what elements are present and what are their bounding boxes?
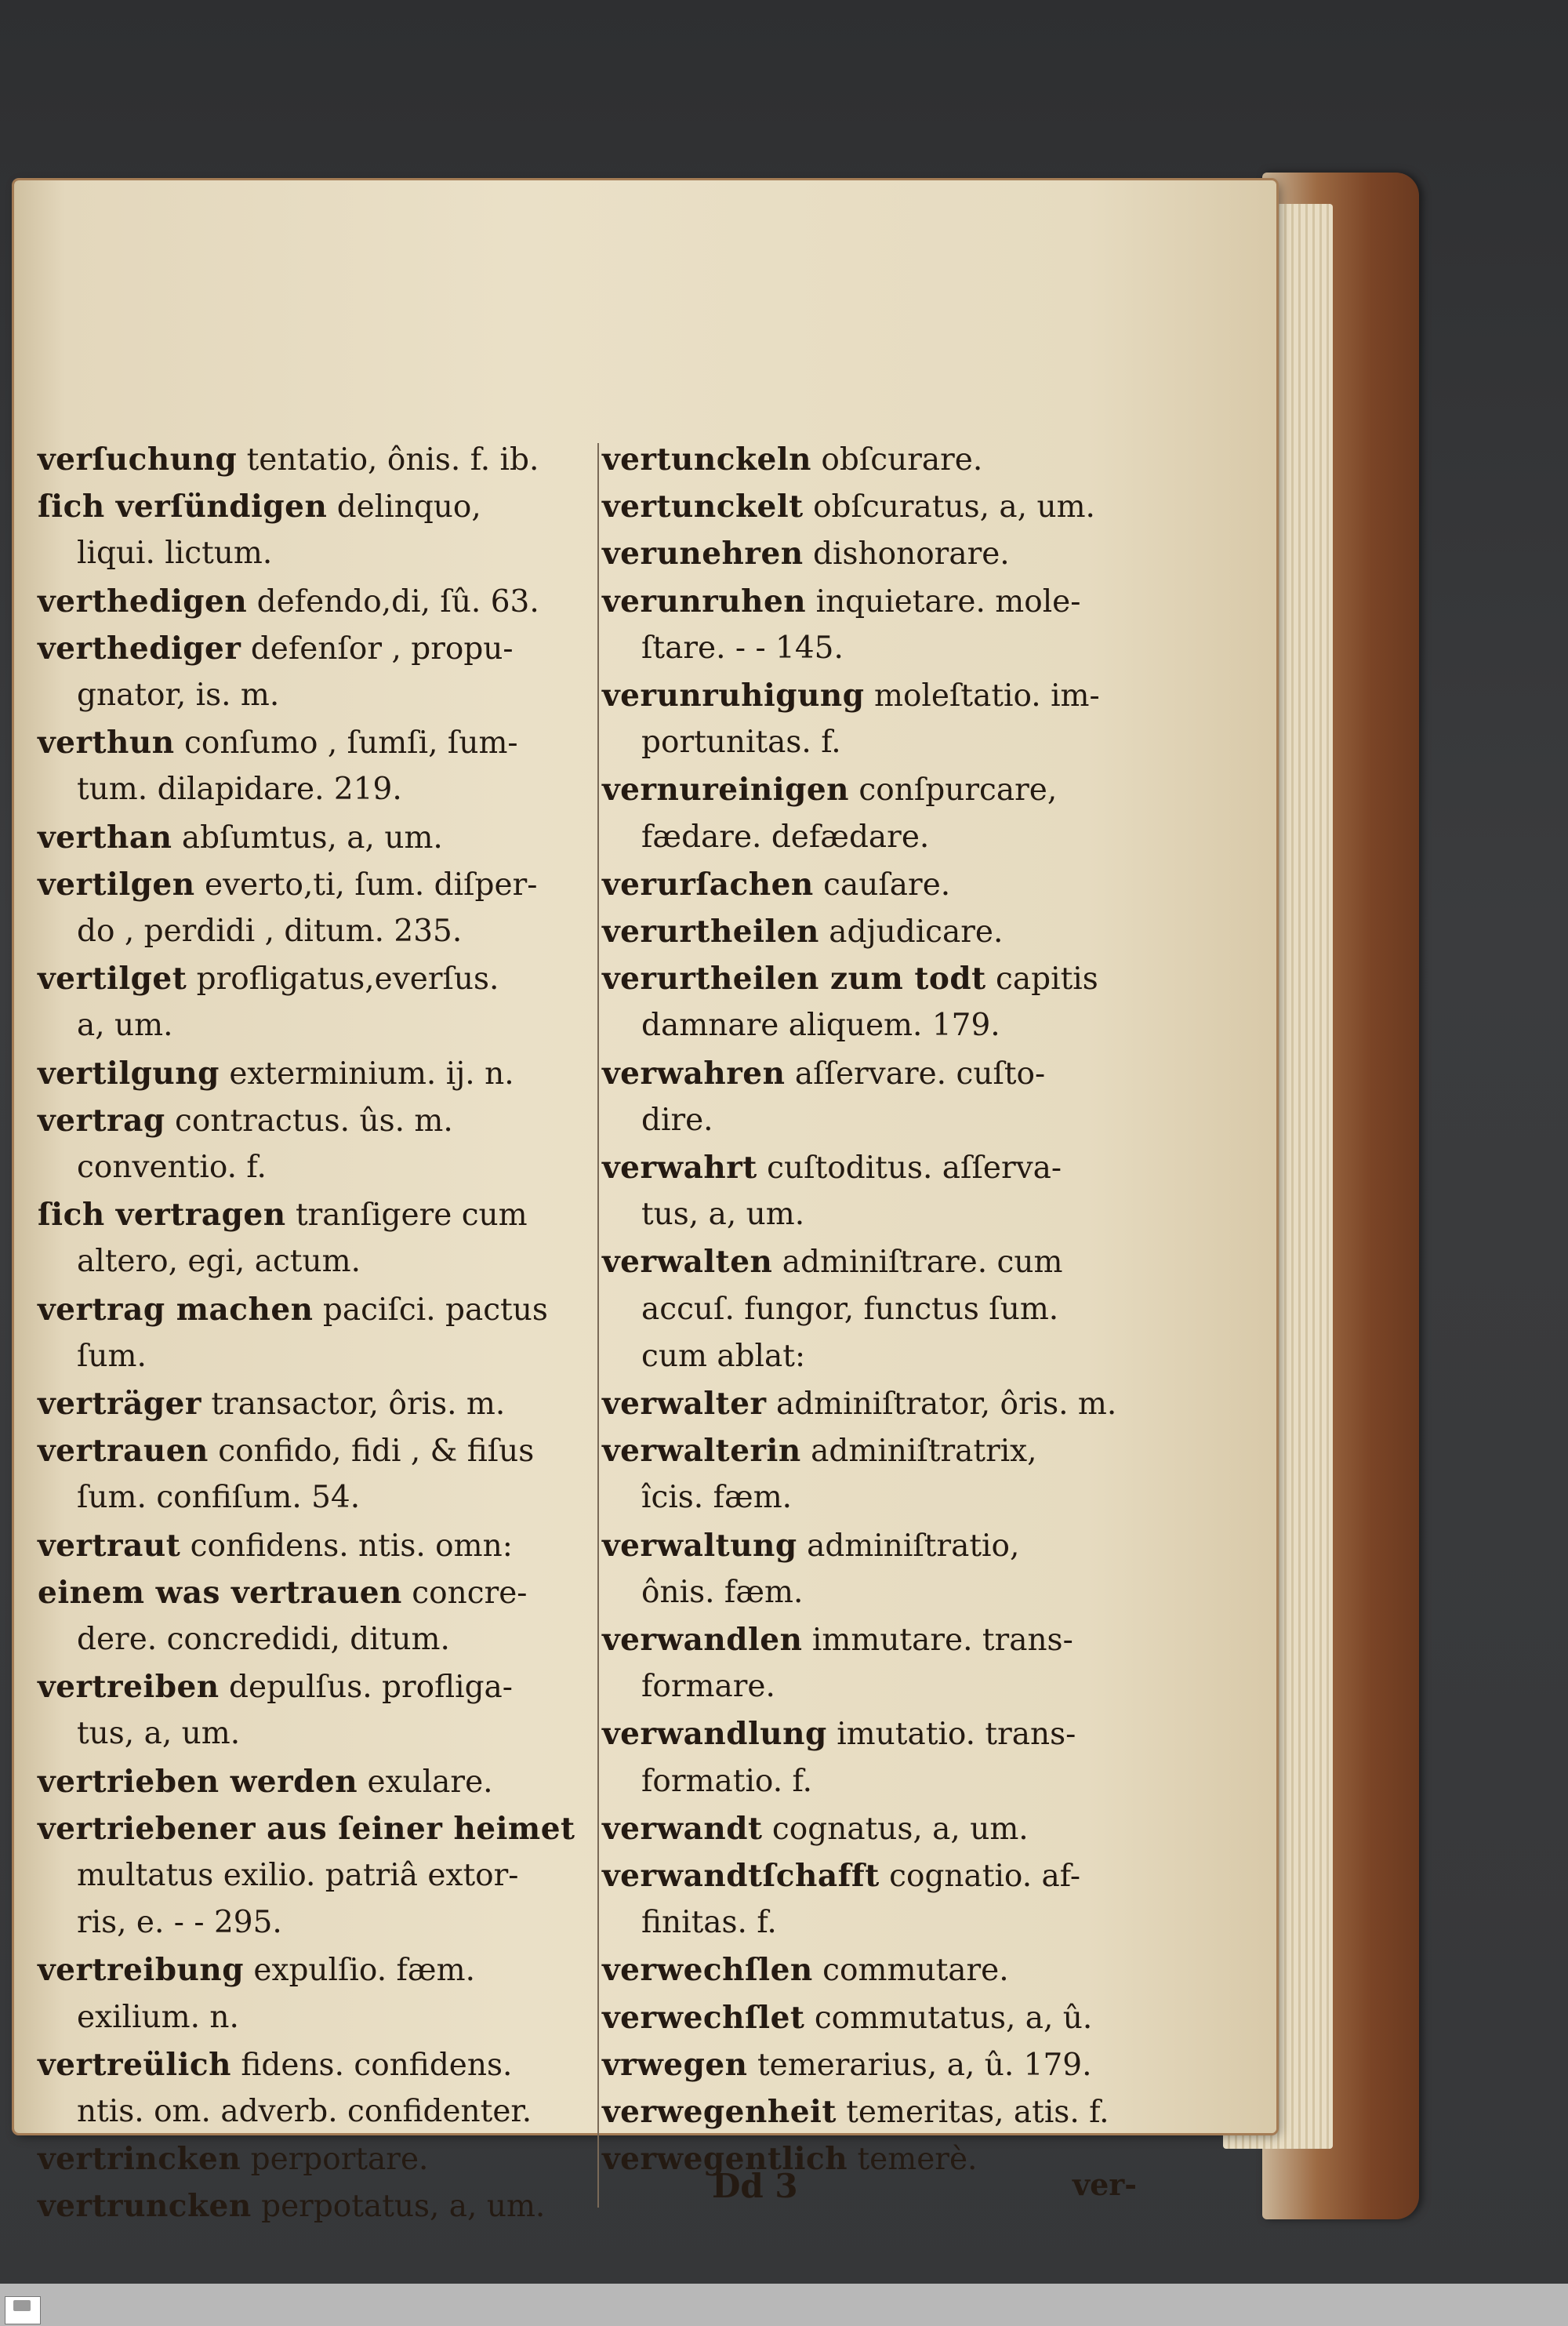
entry-line	[77, 769, 402, 810]
entry-headword: vertilget	[38, 961, 187, 998]
entry-line	[602, 533, 1010, 575]
entry-line	[641, 1761, 812, 1802]
entry-translation: transactor, ôris. m.	[201, 1387, 506, 1422]
entry-headword: verunruhen	[602, 583, 807, 620]
entry-translation: ſum. confiſum. 54.	[77, 1480, 361, 1516]
entry-translation: defenſor , propu-	[241, 631, 514, 667]
entry-headword: verwahren	[602, 1055, 786, 1092]
entry-line	[602, 1383, 1116, 1425]
entry-translation: depulſus. profliga-	[219, 1670, 513, 1706]
entry-line	[641, 628, 844, 669]
entry-headword: verwandtſchafft	[602, 1858, 880, 1894]
entry-headword: vertruncken	[38, 2188, 252, 2225]
entry-line	[38, 486, 481, 528]
entry-line	[602, 1997, 1092, 2039]
entry-line	[602, 675, 1100, 717]
entry-translation: damnare aliquem. 179.	[641, 1008, 1000, 1044]
entry-line	[641, 722, 841, 763]
entry-translation: paciſci. pactus	[313, 1292, 548, 1328]
entry-line	[38, 1053, 514, 1095]
entry-translation: cognatus, a, um.	[762, 1811, 1029, 1847]
entry-line	[602, 1430, 1037, 1472]
entry-line	[641, 1666, 775, 1707]
entry-translation: fædare. defædare.	[641, 819, 930, 855]
entry-translation: temerè.	[848, 2142, 978, 2178]
signature-mark: Dd 3	[712, 2167, 798, 2205]
entry-line	[77, 1147, 267, 1188]
entry-translation: îcis. fæm.	[641, 1480, 793, 1516]
viewer-footer-bar	[0, 2284, 1568, 2326]
entry-translation: commutare.	[812, 1953, 1009, 1989]
entry-translation: gnator, is. m.	[77, 678, 280, 713]
entry-headword: vertilgen	[38, 866, 195, 903]
entry-line	[38, 1194, 528, 1236]
entry-headword: verwalterin	[602, 1433, 801, 1470]
entry-translation: tranſigere cum	[285, 1198, 528, 1234]
entry-translation: altero, egi, actum.	[77, 1244, 361, 1280]
entry-translation: commutatus, a, û.	[804, 2000, 1093, 2036]
entry-headword: verwegenheit	[602, 2094, 837, 2130]
entry-translation: concre-	[401, 1575, 528, 1611]
entry-line	[602, 2092, 1109, 2133]
entry-headword: verwandlung	[602, 1716, 827, 1753]
entry-translation: exilium. n.	[77, 1999, 239, 2035]
entry-translation: conſumo , ſumſi, ſum-	[174, 725, 518, 761]
entry-translation: ntis. om. adverb. confidenter.	[77, 2094, 532, 2129]
entry-line	[602, 2044, 1092, 2086]
entry-line	[77, 533, 272, 574]
entry-headword: verwegentlich	[602, 2141, 848, 2178]
entry-translation: dishonorare.	[803, 536, 1010, 572]
entry-line	[77, 1477, 360, 1518]
entry-translation: formare.	[641, 1669, 775, 1705]
entry-translation: profligatus,everſus.	[187, 961, 499, 998]
entry-headword: vertrag	[38, 1102, 165, 1139]
entry-line	[38, 722, 518, 764]
entry-translation: temeritas, atis. f.	[836, 2095, 1109, 2130]
entry-translation: tus, a, um.	[641, 1197, 805, 1233]
entry-translation: portunitas. f.	[641, 725, 841, 761]
entry-headword: verſuchung	[38, 442, 238, 478]
entry-translation: ônis. fæm.	[641, 1574, 804, 1610]
entry-translation: ſum.	[77, 1338, 147, 1374]
entry-line	[38, 2044, 512, 2086]
entry-headword: vrwegen	[602, 2046, 748, 2083]
entry-line	[77, 1619, 450, 1660]
entry-translation: contractus. ûs. m.	[165, 1103, 453, 1139]
entry-headword: verurtheilen	[602, 914, 819, 950]
entry-headword: verunehren	[602, 536, 804, 572]
book-page	[14, 180, 1276, 2225]
entry-line	[77, 1997, 239, 2038]
entry-line	[641, 1477, 792, 1518]
entry-line	[38, 1100, 453, 1142]
entry-line	[38, 2139, 428, 2180]
entry-translation: abſumtus, a, um.	[172, 820, 443, 856]
entry-headword: verwandlen	[602, 1622, 803, 1658]
entry-headword: verthan	[38, 819, 172, 856]
entry-line	[602, 1619, 1073, 1661]
entry-line	[602, 1147, 1062, 1189]
entry-translation: inquietare. mole-	[806, 583, 1081, 620]
entry-translation: accuſ. fungor, functus ſum.	[641, 1291, 1059, 1327]
entry-translation: dire.	[641, 1102, 713, 1138]
entry-line	[641, 817, 929, 858]
entry-headword: vertunckelt	[602, 489, 804, 525]
entry-line	[77, 2092, 532, 2132]
entry-line	[602, 1053, 1045, 1095]
entry-headword: verwechſlen	[602, 1952, 813, 1989]
entry-translation: adminiſtratio,	[797, 1528, 1020, 1564]
entry-translation: imutatio. trans-	[826, 1717, 1076, 1753]
entry-line	[602, 581, 1080, 623]
entry-translation: adminiſtratrix,	[800, 1434, 1037, 1470]
entry-line	[77, 1855, 518, 1896]
entry-translation: liqui. lictum.	[77, 536, 273, 572]
entry-translation: cognatio. af-	[879, 1859, 1080, 1894]
entry-headword: vertreibung	[38, 1952, 244, 1989]
entry-translation: cum ablat:	[641, 1338, 806, 1374]
entry-line	[77, 1336, 147, 1377]
entry-line	[641, 1336, 805, 1377]
entry-translation: formatio. f.	[641, 1763, 812, 1799]
entry-line	[38, 1666, 513, 1708]
entry-translation: cuſtoditus. aſſerva-	[757, 1150, 1062, 1186]
entry-line	[641, 1100, 713, 1141]
entry-translation: do , perdidi , ditum. 235.	[77, 914, 463, 949]
entry-headword: vertraut	[38, 1527, 181, 1564]
entry-translation: conventio. f.	[77, 1150, 267, 1185]
entry-translation: confidens. ntis. omn:	[180, 1528, 513, 1564]
entry-translation: defendo,di, ſû. 63.	[247, 583, 539, 620]
entry-translation: tum. dilapidare. 219.	[77, 772, 402, 808]
column-divider	[597, 443, 599, 2208]
entry-line	[38, 958, 499, 1000]
entry-headword: ſich vertragen	[38, 1197, 286, 1234]
entry-translation: capitis	[985, 961, 1098, 998]
entry-line	[77, 911, 462, 952]
entry-line	[602, 1525, 1019, 1567]
entry-translation: a, um.	[77, 1008, 173, 1044]
entry-translation: expulſio. fæm.	[243, 1953, 475, 1989]
entry-headword: verthun	[38, 725, 175, 761]
entry-translation: everto,ti, ſum. diſper-	[194, 867, 538, 903]
entry-line	[602, 769, 1057, 811]
entry-line	[641, 1289, 1058, 1330]
entry-translation: temerarius, a, û. 179.	[747, 2047, 1092, 2083]
entry-headword: verträger	[38, 1386, 201, 1422]
entry-headword: vertrauen	[38, 1433, 209, 1470]
entry-translation: aſſervare. cuſto-	[785, 1056, 1046, 1092]
entry-translation: delinquo,	[327, 489, 481, 525]
entry-translation: cauſare.	[813, 867, 951, 903]
entry-line	[77, 675, 279, 716]
entry-translation: tentatio, ônis. f. ib.	[237, 442, 539, 478]
entry-translation: perportare.	[241, 2142, 429, 2178]
entry-translation: immutare. trans-	[802, 1623, 1073, 1658]
entry-translation: perpotatus, a, um.	[251, 2189, 546, 2225]
entry-line	[602, 911, 1003, 953]
entry-headword: verwaltung	[602, 1527, 797, 1564]
entry-translation: dere. concredidi, ditum.	[77, 1622, 450, 1657]
entry-headword: ſich verſündigen	[38, 489, 328, 525]
entry-headword: verunruhigung	[602, 678, 865, 714]
entry-line	[38, 1572, 528, 1614]
entry-headword: verwalten	[602, 1244, 773, 1281]
entry-translation: tus, a, um.	[77, 1716, 241, 1752]
entry-line	[38, 1289, 548, 1331]
catchword: ver‑	[1073, 2167, 1138, 2202]
entry-line	[641, 1903, 777, 1943]
entry-headword: verthediger	[38, 630, 241, 667]
entry-line	[602, 486, 1095, 528]
entry-line	[38, 864, 537, 906]
entry-headword: vertrincken	[38, 2141, 241, 2178]
entry-translation: exulare.	[358, 1764, 493, 1800]
entry-headword: verthedigen	[38, 583, 248, 620]
entry-translation: exterminium. ij. n.	[219, 1056, 514, 1092]
entry-headword: vertrieben werden	[38, 1763, 358, 1800]
entry-line	[641, 1572, 803, 1613]
entry-line	[38, 581, 539, 623]
entry-line	[602, 1714, 1076, 1755]
entry-headword: vertreülich	[38, 2046, 231, 2083]
entry-headword: verurſachen	[602, 866, 814, 903]
entry-headword: vertreiben	[38, 1669, 220, 1706]
entry-line	[641, 1194, 804, 1235]
entry-line	[602, 1855, 1080, 1897]
entry-headword: verwalter	[602, 1386, 767, 1422]
entry-line	[602, 439, 982, 481]
entry-line	[77, 1005, 173, 1046]
entry-line	[38, 439, 539, 481]
entry-translation: obſcuratus, a, um.	[803, 489, 1095, 525]
entry-line	[602, 1808, 1029, 1850]
entry-line	[38, 628, 514, 670]
entry-translation: multatus exilio. patriâ extor-	[77, 1858, 519, 1893]
entry-headword: verurtheilen zum todt	[602, 961, 986, 998]
entry-translation: confido, fidi , & fiſus	[208, 1434, 535, 1470]
entry-headword: vertriebener aus ſeiner heimet	[38, 1810, 575, 1847]
entry-line	[38, 1383, 505, 1425]
entry-line	[602, 1950, 1009, 1991]
entry-headword: verwahrt	[602, 1150, 757, 1186]
entry-line	[77, 1903, 282, 1943]
entry-line	[38, 1950, 475, 1991]
entry-translation: finitas. f.	[641, 1905, 777, 1941]
entry-headword: vertilgung	[38, 1055, 220, 1092]
entry-translation: adjudicare.	[818, 914, 1004, 950]
entry-headword: vertrag machen	[38, 1291, 314, 1328]
entry-line	[38, 1525, 513, 1567]
entry-headword: einem was vertrauen	[38, 1574, 402, 1611]
entry-line	[38, 1761, 493, 1803]
entry-line	[602, 958, 1098, 1000]
entry-line	[641, 1005, 1000, 1046]
entry-translation: fidens. confidens.	[230, 2047, 513, 2083]
entry-translation: moleſtatio. im-	[864, 678, 1100, 714]
entry-translation: adminiſtrator, ôris. m.	[766, 1387, 1117, 1422]
entry-headword: vertunckeln	[602, 442, 811, 478]
entry-line	[602, 1241, 1063, 1283]
page-footer	[665, 2167, 1214, 2214]
entry-translation: ſtare. - - 145.	[641, 630, 844, 666]
entry-line	[38, 1430, 534, 1472]
entry-translation: ris, e. - - 295.	[77, 1905, 282, 1941]
entry-line	[38, 1808, 575, 1850]
entry-headword: verwechſlet	[602, 1999, 805, 2036]
entry-headword: verwandt	[602, 1810, 763, 1847]
entry-line	[77, 1241, 361, 1282]
entry-line	[38, 2186, 545, 2227]
entry-line	[77, 1714, 240, 1754]
entry-headword: vernureinigen	[602, 772, 850, 809]
library-logo-icon	[5, 2296, 41, 2324]
entry-line	[602, 864, 950, 906]
entry-line	[38, 817, 443, 859]
entry-translation: conſpurcare,	[849, 772, 1058, 809]
entry-translation: adminiſtrare. cum	[772, 1245, 1063, 1281]
entry-translation: obſcurare.	[811, 442, 983, 478]
